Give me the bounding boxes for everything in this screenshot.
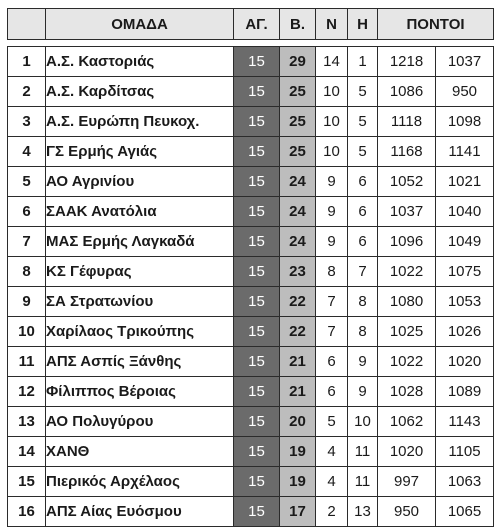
wins-cell: 5	[316, 407, 348, 437]
position-cell: 14	[8, 437, 46, 467]
points-cell: 17	[280, 497, 316, 527]
losses-cell: 5	[348, 137, 378, 167]
losses-cell: 8	[348, 317, 378, 347]
games-cell: 15	[234, 347, 280, 377]
header-row	[8, 9, 494, 40]
team-name-cell: ΜΑΣ Ερμής Λαγκαδά	[46, 227, 234, 257]
points-for-cell: 1022	[378, 347, 436, 377]
table-row	[8, 227, 494, 257]
position-cell: 15	[8, 467, 46, 497]
points-cell: 24	[280, 227, 316, 257]
points-cell: 22	[280, 317, 316, 347]
header-gap	[8, 40, 494, 47]
table-row	[8, 77, 494, 107]
points-cell: 24	[280, 197, 316, 227]
table-row	[8, 47, 494, 77]
position-cell: 16	[8, 497, 46, 527]
losses-cell: 5	[348, 77, 378, 107]
points-cell: 19	[280, 467, 316, 497]
games-cell: 15	[234, 107, 280, 137]
team-name-cell: ΑΠΣ Αίας Ευόσμου	[46, 497, 234, 527]
games-cell: 15	[234, 407, 280, 437]
points-cell: 19	[280, 437, 316, 467]
points-for-cell: 1168	[378, 137, 436, 167]
points-against-cell: 1021	[436, 167, 494, 197]
wins-cell: 9	[316, 167, 348, 197]
games-cell: 15	[234, 467, 280, 497]
games-cell: 15	[234, 377, 280, 407]
position-cell: 9	[8, 287, 46, 317]
position-cell: 6	[8, 197, 46, 227]
wins-cell: 9	[316, 197, 348, 227]
games-cell: 15	[234, 497, 280, 527]
table-row	[8, 287, 494, 317]
table-row	[8, 197, 494, 227]
points-cell: 20	[280, 407, 316, 437]
points-against-cell: 1020	[436, 347, 494, 377]
table-row	[8, 347, 494, 377]
points-cell: 24	[280, 167, 316, 197]
header-team: ΟΜΑΔΑ	[46, 9, 234, 40]
points-for-cell: 1025	[378, 317, 436, 347]
wins-cell: 14	[316, 47, 348, 77]
losses-cell: 10	[348, 407, 378, 437]
points-against-cell: 1143	[436, 407, 494, 437]
header-points: Β.	[280, 9, 316, 40]
header-scores: ΠΟΝΤΟΙ	[378, 9, 494, 40]
points-for-cell: 1086	[378, 77, 436, 107]
team-name-cell: ΑΠΣ Ασπίς Ξάνθης	[46, 347, 234, 377]
points-for-cell: 1028	[378, 377, 436, 407]
points-for-cell: 950	[378, 497, 436, 527]
wins-cell: 10	[316, 137, 348, 167]
games-cell: 15	[234, 197, 280, 227]
games-cell: 15	[234, 137, 280, 167]
team-name-cell: Α.Σ. Καρδίτσας	[46, 77, 234, 107]
points-for-cell: 1218	[378, 47, 436, 77]
losses-cell: 6	[348, 167, 378, 197]
position-cell: 12	[8, 377, 46, 407]
points-against-cell: 1098	[436, 107, 494, 137]
wins-cell: 4	[316, 467, 348, 497]
table-row	[8, 407, 494, 437]
table-row	[8, 137, 494, 167]
table-body	[8, 47, 494, 527]
wins-cell: 10	[316, 107, 348, 137]
table-row	[8, 107, 494, 137]
games-cell: 15	[234, 287, 280, 317]
games-cell: 15	[234, 47, 280, 77]
points-cell: 21	[280, 347, 316, 377]
team-name-cell: Α.Σ. Ευρώπη Πευκοχ.	[46, 107, 234, 137]
losses-cell: 1	[348, 47, 378, 77]
games-cell: 15	[234, 257, 280, 287]
points-for-cell: 1096	[378, 227, 436, 257]
losses-cell: 6	[348, 197, 378, 227]
points-cell: 22	[280, 287, 316, 317]
standings-table	[7, 8, 494, 527]
wins-cell: 6	[316, 377, 348, 407]
team-name-cell: Φίλιππος Βέροιας	[46, 377, 234, 407]
losses-cell: 13	[348, 497, 378, 527]
games-cell: 15	[234, 317, 280, 347]
team-name-cell: ΑΟ Αγρινίου	[46, 167, 234, 197]
wins-cell: 2	[316, 497, 348, 527]
table-row	[8, 377, 494, 407]
losses-cell: 11	[348, 437, 378, 467]
points-against-cell: 1053	[436, 287, 494, 317]
points-against-cell: 950	[436, 77, 494, 107]
table-row	[8, 257, 494, 287]
position-cell: 3	[8, 107, 46, 137]
wins-cell: 8	[316, 257, 348, 287]
points-against-cell: 1075	[436, 257, 494, 287]
points-for-cell: 1062	[378, 407, 436, 437]
table-row	[8, 497, 494, 527]
losses-cell: 9	[348, 377, 378, 407]
team-name-cell: ΓΣ Ερμής Αγιάς	[46, 137, 234, 167]
losses-cell: 11	[348, 467, 378, 497]
table-row	[8, 437, 494, 467]
games-cell: 15	[234, 437, 280, 467]
wins-cell: 4	[316, 437, 348, 467]
losses-cell: 9	[348, 347, 378, 377]
team-name-cell: Χαρίλαος Τρικούπης	[46, 317, 234, 347]
position-cell: 2	[8, 77, 46, 107]
team-name-cell: Πιερικός Αρχέλαος	[46, 467, 234, 497]
losses-cell: 5	[348, 107, 378, 137]
header-losses: Η	[348, 9, 378, 40]
position-cell: 13	[8, 407, 46, 437]
points-cell: 25	[280, 77, 316, 107]
team-name-cell: ΑΟ Πολυγύρου	[46, 407, 234, 437]
games-cell: 15	[234, 167, 280, 197]
header-games: ΑΓ.	[234, 9, 280, 40]
wins-cell: 7	[316, 287, 348, 317]
table-row	[8, 167, 494, 197]
team-name-cell: ΣΑ Στρατωνίου	[46, 287, 234, 317]
points-for-cell: 1052	[378, 167, 436, 197]
team-name-cell: ΚΣ Γέφυρας	[46, 257, 234, 287]
position-cell: 11	[8, 347, 46, 377]
wins-cell: 10	[316, 77, 348, 107]
position-cell: 1	[8, 47, 46, 77]
points-for-cell: 1022	[378, 257, 436, 287]
wins-cell: 9	[316, 227, 348, 257]
points-for-cell: 1118	[378, 107, 436, 137]
points-against-cell: 1089	[436, 377, 494, 407]
points-against-cell: 1026	[436, 317, 494, 347]
points-for-cell: 1080	[378, 287, 436, 317]
position-cell: 5	[8, 167, 46, 197]
points-for-cell: 997	[378, 467, 436, 497]
points-against-cell: 1037	[436, 47, 494, 77]
games-cell: 15	[234, 227, 280, 257]
games-cell: 15	[234, 77, 280, 107]
points-for-cell: 1020	[378, 437, 436, 467]
points-against-cell: 1063	[436, 467, 494, 497]
team-name-cell: Α.Σ. Καστοριάς	[46, 47, 234, 77]
wins-cell: 7	[316, 317, 348, 347]
losses-cell: 7	[348, 257, 378, 287]
team-name-cell: ΣΑΑΚ Ανατόλια	[46, 197, 234, 227]
position-cell: 8	[8, 257, 46, 287]
points-against-cell: 1105	[436, 437, 494, 467]
points-cell: 29	[280, 47, 316, 77]
points-against-cell: 1049	[436, 227, 494, 257]
points-cell: 25	[280, 107, 316, 137]
header-position	[8, 9, 46, 40]
points-for-cell: 1037	[378, 197, 436, 227]
points-against-cell: 1141	[436, 137, 494, 167]
position-cell: 4	[8, 137, 46, 167]
table-row	[8, 317, 494, 347]
points-cell: 21	[280, 377, 316, 407]
position-cell: 7	[8, 227, 46, 257]
losses-cell: 6	[348, 227, 378, 257]
points-cell: 25	[280, 137, 316, 167]
points-against-cell: 1065	[436, 497, 494, 527]
team-name-cell: ΧΑΝΘ	[46, 437, 234, 467]
losses-cell: 8	[348, 287, 378, 317]
points-cell: 23	[280, 257, 316, 287]
points-against-cell: 1040	[436, 197, 494, 227]
table-header	[8, 9, 494, 47]
wins-cell: 6	[316, 347, 348, 377]
header-wins: Ν	[316, 9, 348, 40]
position-cell: 10	[8, 317, 46, 347]
standings-table-container	[7, 8, 494, 527]
table-row	[8, 467, 494, 497]
